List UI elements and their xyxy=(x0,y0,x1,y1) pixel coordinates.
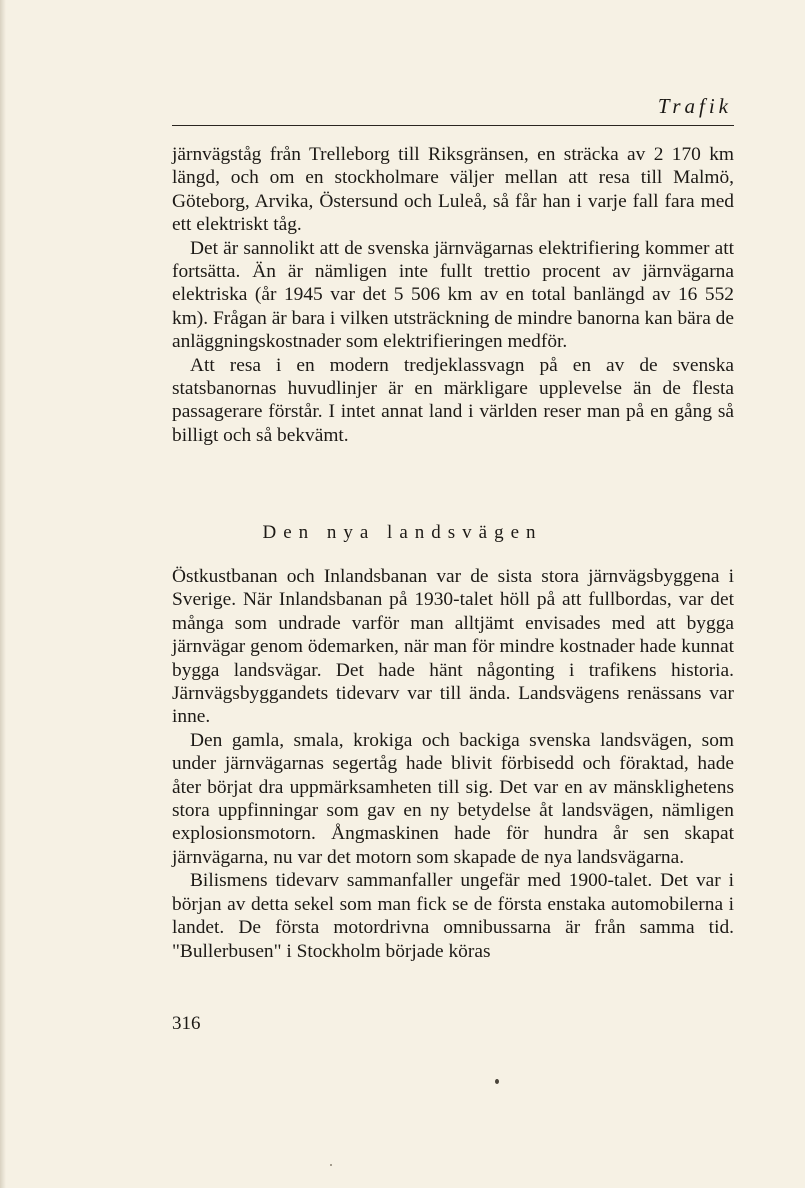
page-number: 316 xyxy=(172,1013,201,1034)
ink-speck xyxy=(330,1164,332,1166)
paragraph: Bilismens tidevarv sammanfaller ungefär med 1900-talet. Det var i början av detta sekel som man fick se de första enstaka automobilerna i landet. De första motordrivna omnibussarna är från samma tid. "Bullerbusen" i Stockholm började köras xyxy=(172,870,734,962)
header-rule xyxy=(172,125,734,126)
paragraph: järnvägståg från Trelleborg till Riksgränsen, en sträcka av 2 170 km längd, och om en stockholmare väljer mellan att resa till Malmö, Göteborg, Arvika, Östersund och Luleå, så får han i varje fall fara med ett elektriskt tåg. xyxy=(172,144,734,236)
section-heading: Den nya landsvägen xyxy=(262,522,543,543)
body-text-bottom xyxy=(172,565,734,963)
paragraph: Den gamla, smala, krokiga och backiga svenska landsvägen, som under järnvägarnas segertåg hade blivit förbisedd och föraktad, hade åter börjat dra uppmärksamheten till sig. Det var en av mänsklighetens stora uppfinningar som gav en ny betydelse åt landsvägen, nämligen explosionsmotorn. Ångmaskinen hade för hundra år sen skapat järnvägarna, nu var det motorn som skapade de nya landsvägarna. xyxy=(172,729,734,868)
paragraph: Det är sannolikt att de svenska järnvägarnas elektrifiering kommer att fortsätta. Än är nämligen inte fullt trettio procent av järnvägarna elektriska (år 1945 var det 5 506 km av en total banlängd av 16 552 km). Frågan är bara i vilken utsträckning de mindre banorna kan bära de anläggningskostnader som elektrifieringen medför. xyxy=(172,237,734,353)
paragraph: Östkustbanan och Inlandsbanan var de sista stora järnvägsbyggena i Sverige. När Inlandsbanan på 1930-talet höll på att fullbordas, var det många som undrade varför man alltjämt envisades med att bygga järnvägar genom ödemarken, när man för mindre kostnader hade kunnat bygga landsvägar. Det hade hänt någonting i trafikens historia. Järnvägsbyggandets tidevarv var till ända. Landsvägens renässans var inne. xyxy=(172,566,734,728)
running-head: Trafik xyxy=(657,94,732,118)
page-edge xyxy=(0,0,6,1188)
body-text-top xyxy=(172,143,734,447)
ink-speck xyxy=(495,1079,499,1084)
paragraph: Att resa i en modern tredjeklassvagn på en av de svenska statsbanornas huvudlinjer är en märkligare upplevelse än de flesta passagerare förstår. I intet annat land i världen reser man på en gång så billigt och så bekvämt. xyxy=(172,354,734,446)
